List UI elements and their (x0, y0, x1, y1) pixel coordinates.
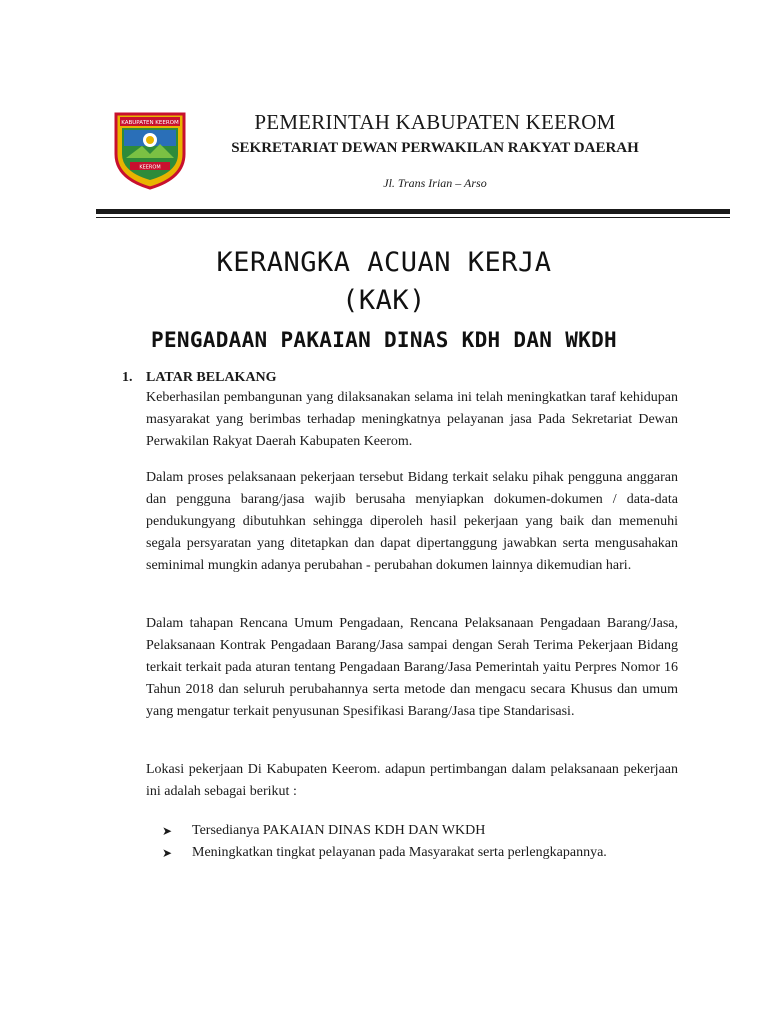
letterhead-title: PEMERINTAH KABUPATEN KEEROM (254, 110, 616, 134)
list-item (162, 820, 682, 842)
document-title: KERANGKA ACUAN KERJA (216, 247, 552, 278)
section-title: LATAR BELAKANG (146, 370, 277, 385)
paragraph: Dalam tahapan Rencana Umum Pengadaan, Rencana Pelaksanaan Pengadaan Barang/Jasa, Pelaksanaan Kontrak Pengadaan Barang/Jasa sampai dengan Serah Terima Pekerjaan Bidang terkait terkait pada aturan tentang Pengadaan Barang/Jasa Pemerintah yaitu Perpres Nomor 16 Tahun 2018 dan seluruh perubahannya serta metode dan mengacu secara Khusus dan umum yang mengatur terkait penyusunan Spesifikasi Barang/Jasa tipe Standarisasi. (146, 616, 678, 719)
letterhead-rule-thick (96, 209, 730, 214)
letterhead-rule-thin (96, 217, 730, 218)
list-item (162, 842, 682, 864)
arrow-bullet-icon: ➤ (162, 824, 173, 838)
document-title-abbrev: (KAK) (342, 285, 426, 316)
paragraph: Dalam proses pelaksanaan pekerjaan tersebut Bidang terkait selaku pihak pengguna anggaran dan pengguna barang/jasa wajib berusaha menyiapkan dokumen-dokumen / data-data pendukungyang dibutuhkan sehingga diperoleh hasil pekerjaan yang baik dan memenuhi segala persyaratan yang ditetapkan dan dapat dipertanggung jawabkan serta mengusahakan seminimal mungkin adanya perubahan - perubahan dokumen lainnya dikemudian hari. (146, 470, 678, 573)
kabupaten-keerom-emblem (112, 108, 188, 190)
letterhead-address: Jl. Trans Irian – Arso (383, 176, 487, 190)
logo-text-bottom: KEEROM (139, 164, 161, 171)
logo-text-top: KABUPATEN KEEROM (121, 120, 179, 126)
consideration-list (162, 820, 682, 864)
list-item-text: Tersedianya PAKAIAN DINAS KDH DAN WKDH (192, 823, 486, 838)
section-number: 1. (122, 370, 133, 385)
section-heading (122, 370, 277, 386)
paragraph: Lokasi pekerjaan Di Kabupaten Keerom. adapun pertimbangan dalam pelaksanaan pekerjaan ini adalah sebagai berikut : (146, 762, 678, 799)
arrow-bullet-icon: ➤ (162, 846, 173, 860)
list-item-text: Meningkatkan tingkat pelayanan pada Masyarakat serta perlengkapannya. (192, 845, 607, 860)
document-subject: PENGADAAN PAKAIAN DINAS KDH DAN WKDH (151, 328, 617, 352)
letterhead-subtitle: SEKRETARIAT DEWAN PERWAKILAN RAKYAT DAERAH (231, 140, 639, 156)
paragraph: Keberhasilan pembangunan yang dilaksanakan selama ini telah meningkatkan taraf kehidupan masyarakat yang berimbas terhadap meningkatnya pelayanan jasa Pada Sekretariat Dewan Perwakilan Rakyat Daerah Kabupaten Keerom. (146, 390, 678, 449)
